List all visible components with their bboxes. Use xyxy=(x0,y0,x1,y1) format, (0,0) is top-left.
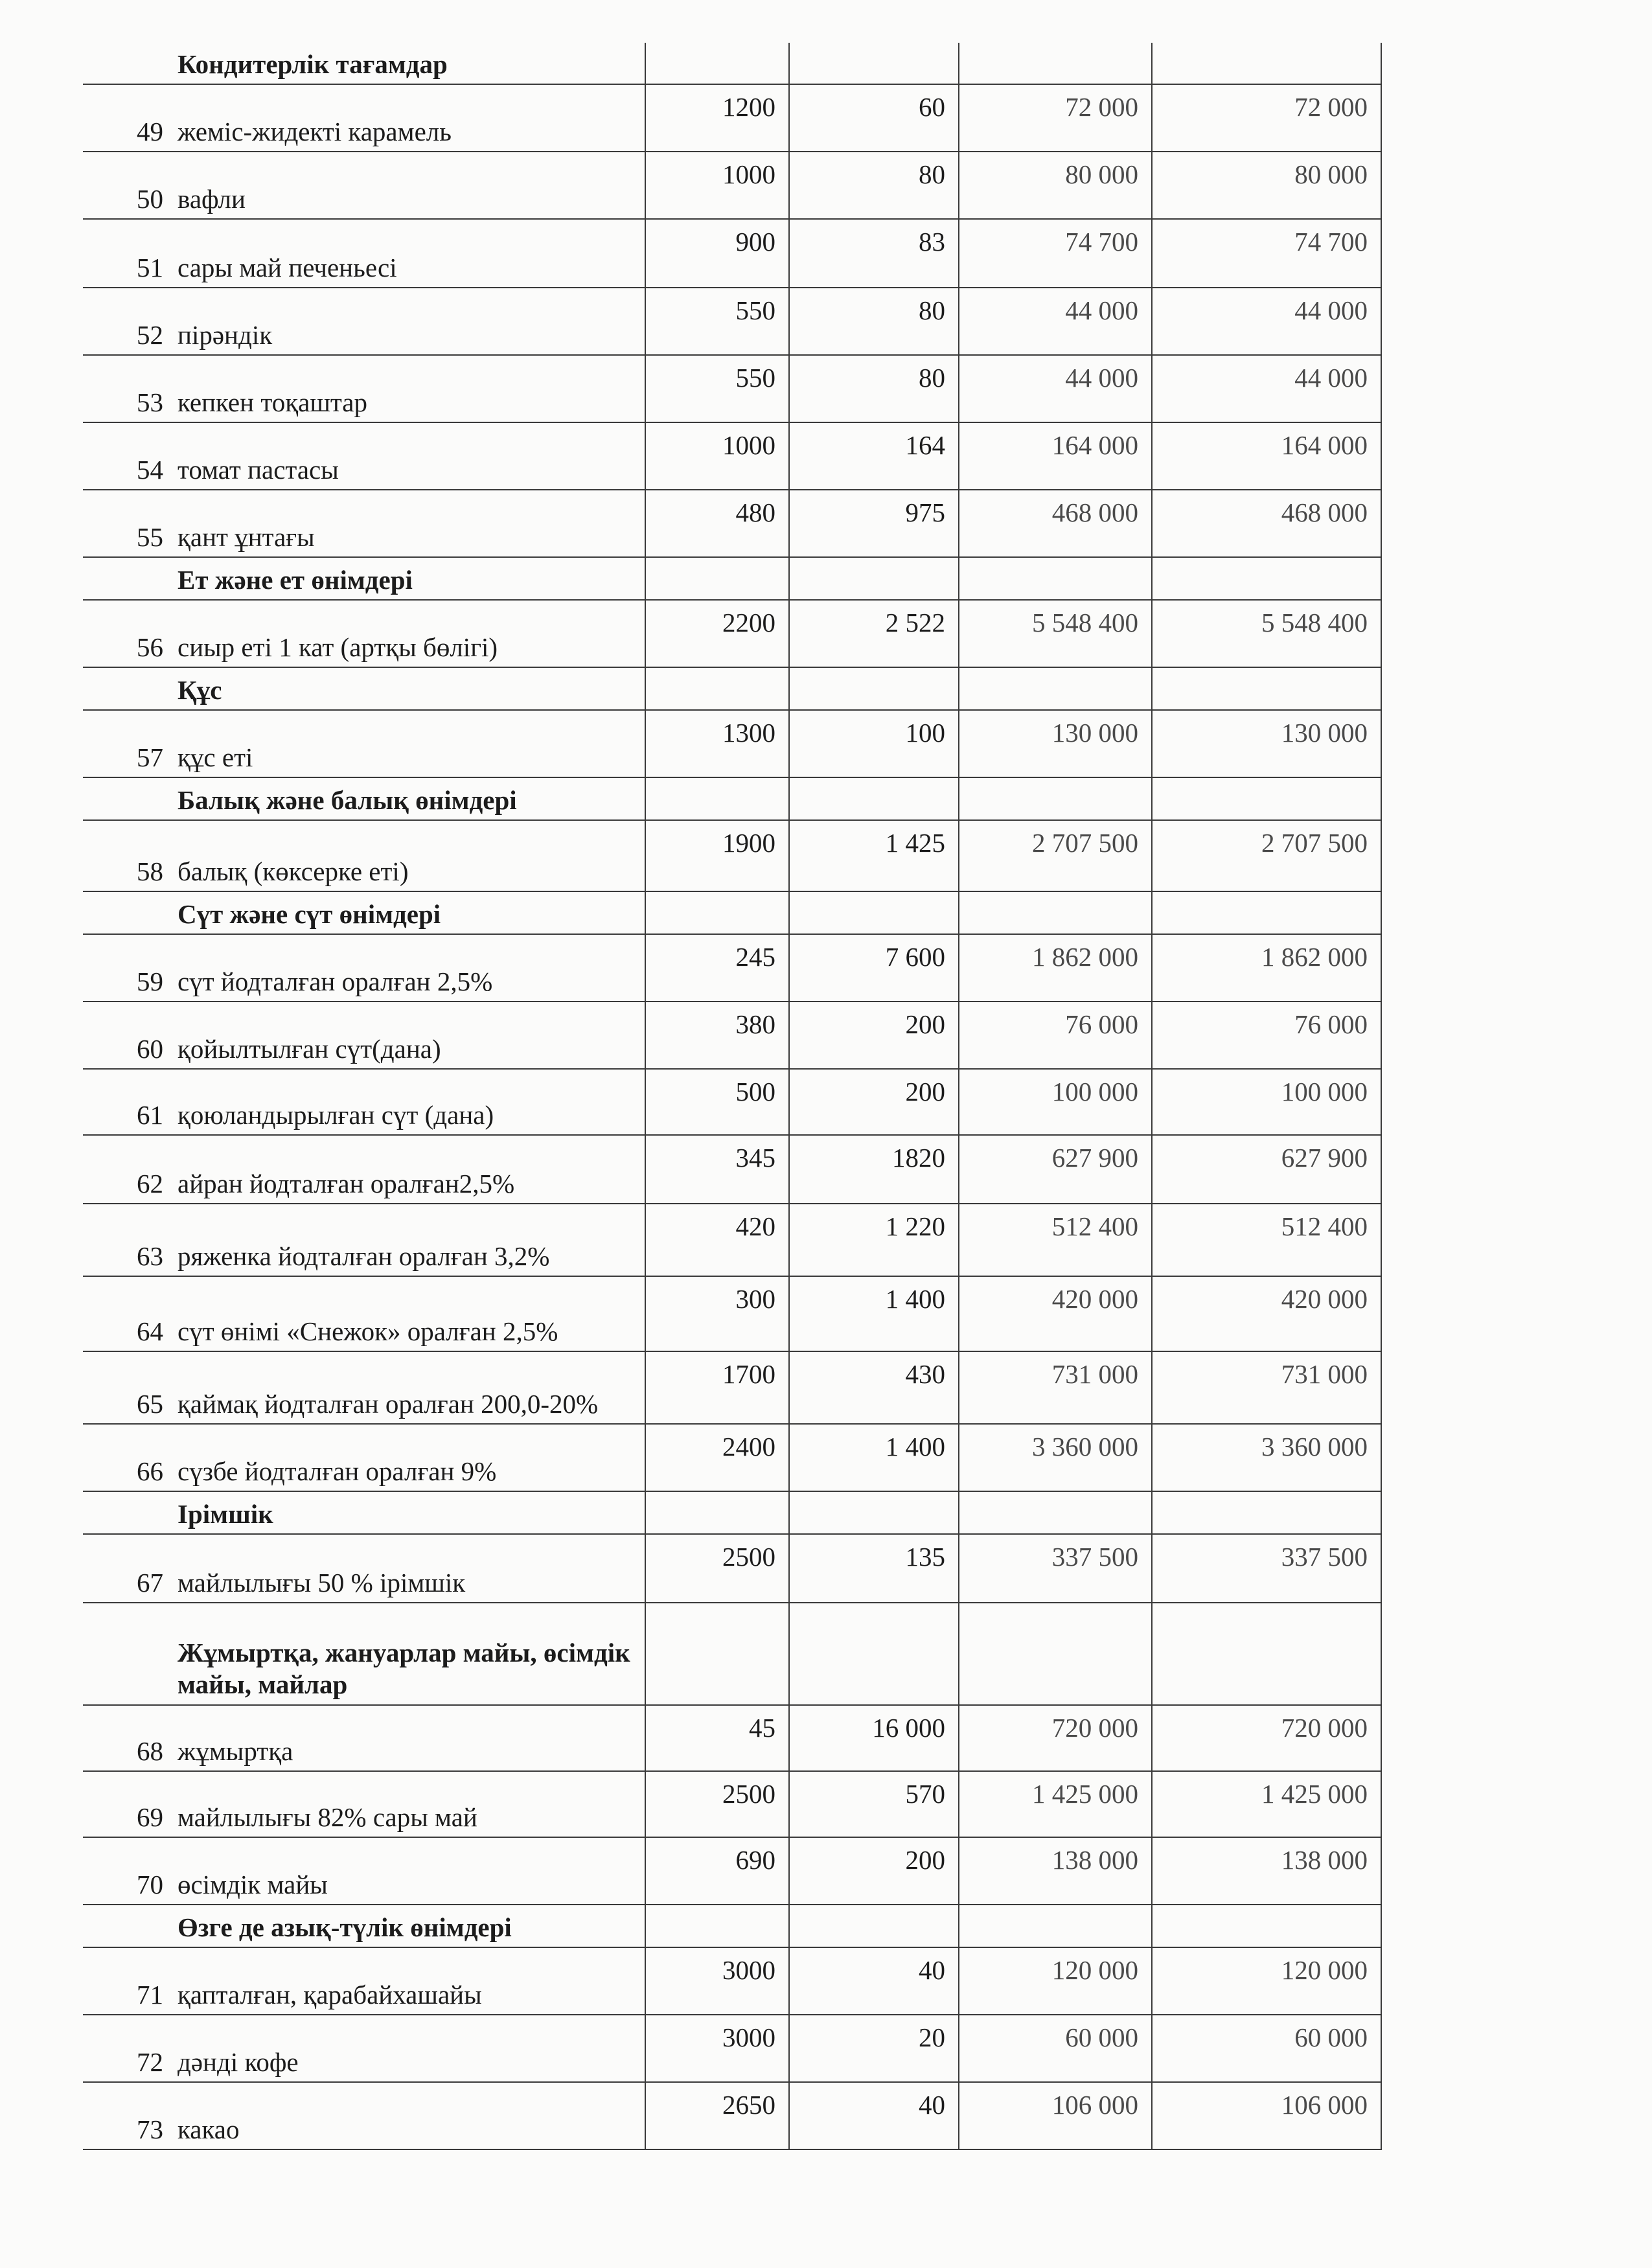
unit-price: 2500 xyxy=(645,1771,789,1837)
amount-total: 2 707 500 xyxy=(1152,820,1381,891)
category-empty-cell xyxy=(959,891,1152,934)
quantity: 164 xyxy=(789,422,959,490)
amount-total: 468 000 xyxy=(1152,490,1381,557)
amount-total: 76 000 xyxy=(1152,1002,1381,1069)
amount: 1 862 000 xyxy=(959,934,1152,1002)
quantity: 100 xyxy=(789,710,959,777)
quantity: 7 600 xyxy=(789,934,959,1002)
amount: 100 000 xyxy=(959,1069,1152,1135)
category-empty-cell xyxy=(1152,43,1381,84)
amount-total: 74 700 xyxy=(1152,219,1381,288)
unit-price: 480 xyxy=(645,490,789,557)
row-number: 70 xyxy=(83,1837,168,1905)
quantity: 60 xyxy=(789,84,959,152)
row-number: 63 xyxy=(83,1204,168,1276)
unit-price: 2400 xyxy=(645,1424,789,1491)
amount: 627 900 xyxy=(959,1135,1152,1204)
category-title: Ірімшік xyxy=(168,1491,645,1534)
category-empty-cell xyxy=(645,557,789,600)
row-number: 62 xyxy=(83,1135,168,1204)
amount: 76 000 xyxy=(959,1002,1152,1069)
quantity: 80 xyxy=(789,152,959,219)
amount-total: 627 900 xyxy=(1152,1135,1381,1204)
category-empty-cell xyxy=(789,43,959,84)
category-row xyxy=(83,667,1381,710)
amount: 80 000 xyxy=(959,152,1152,219)
product-name: балық (көксерке еті) xyxy=(168,820,645,891)
product-name: сүт өнімі «Снежок» оралған 2,5% xyxy=(168,1276,645,1351)
product-name: өсімдік майы xyxy=(168,1837,645,1905)
quantity: 83 xyxy=(789,219,959,288)
table-row xyxy=(83,422,1381,490)
row-number: 66 xyxy=(83,1424,168,1491)
category-empty-cell xyxy=(1152,1905,1381,1947)
quantity: 200 xyxy=(789,1069,959,1135)
row-number: 69 xyxy=(83,1771,168,1837)
table-row xyxy=(83,1947,1381,2015)
table-row xyxy=(83,820,1381,891)
product-name: ряженка йодталған оралған 3,2% xyxy=(168,1204,645,1276)
category-empty-cell xyxy=(789,1491,959,1534)
category-empty-cell xyxy=(1152,891,1381,934)
table-row xyxy=(83,600,1381,667)
quantity: 80 xyxy=(789,288,959,355)
category-empty-cell xyxy=(645,777,789,820)
quantity: 1 400 xyxy=(789,1276,959,1351)
amount: 44 000 xyxy=(959,355,1152,422)
amount-total: 72 000 xyxy=(1152,84,1381,152)
amount-total: 512 400 xyxy=(1152,1204,1381,1276)
price-table xyxy=(83,43,1382,2150)
category-number-cell xyxy=(83,777,168,820)
amount-total: 44 000 xyxy=(1152,355,1381,422)
unit-price: 245 xyxy=(645,934,789,1002)
category-empty-cell xyxy=(789,557,959,600)
unit-price: 380 xyxy=(645,1002,789,1069)
unit-price: 1000 xyxy=(645,422,789,490)
amount-total: 1 425 000 xyxy=(1152,1771,1381,1837)
amount: 60 000 xyxy=(959,2015,1152,2082)
row-number: 55 xyxy=(83,490,168,557)
unit-price: 690 xyxy=(645,1837,789,1905)
unit-price: 45 xyxy=(645,1705,789,1771)
product-name: кепкен тоқаштар xyxy=(168,355,645,422)
category-number-cell xyxy=(83,667,168,710)
amount-total: 138 000 xyxy=(1152,1837,1381,1905)
table-row xyxy=(83,1276,1381,1351)
row-number: 53 xyxy=(83,355,168,422)
row-number: 57 xyxy=(83,710,168,777)
category-empty-cell xyxy=(1152,1491,1381,1534)
row-number: 58 xyxy=(83,820,168,891)
category-empty-cell xyxy=(645,1491,789,1534)
quantity: 1 220 xyxy=(789,1204,959,1276)
amount: 720 000 xyxy=(959,1705,1152,1771)
unit-price: 345 xyxy=(645,1135,789,1204)
table-row xyxy=(83,1351,1381,1424)
category-empty-cell xyxy=(1152,557,1381,600)
amount: 337 500 xyxy=(959,1534,1152,1603)
category-number-cell xyxy=(83,1491,168,1534)
unit-price: 420 xyxy=(645,1204,789,1276)
table-row xyxy=(83,1534,1381,1603)
amount: 106 000 xyxy=(959,2082,1152,2149)
amount: 120 000 xyxy=(959,1947,1152,2015)
quantity: 570 xyxy=(789,1771,959,1837)
category-number-cell xyxy=(83,557,168,600)
row-number: 49 xyxy=(83,84,168,152)
quantity: 40 xyxy=(789,1947,959,2015)
table-row xyxy=(83,2082,1381,2149)
row-number: 73 xyxy=(83,2082,168,2149)
table-row xyxy=(83,288,1381,355)
product-name: сиыр еті 1 кат (артқы бөлігі) xyxy=(168,600,645,667)
product-name: жұмыртқа xyxy=(168,1705,645,1771)
quantity: 1820 xyxy=(789,1135,959,1204)
quantity: 200 xyxy=(789,1837,959,1905)
category-empty-cell xyxy=(789,1905,959,1947)
unit-price: 3000 xyxy=(645,1947,789,2015)
category-title: Өзге де азық-түлік өнімдері xyxy=(168,1905,645,1947)
amount-total: 1 862 000 xyxy=(1152,934,1381,1002)
amount: 731 000 xyxy=(959,1351,1152,1424)
amount-total: 3 360 000 xyxy=(1152,1424,1381,1491)
table-row xyxy=(83,84,1381,152)
category-empty-cell xyxy=(645,667,789,710)
amount-total: 337 500 xyxy=(1152,1534,1381,1603)
amount-total: 420 000 xyxy=(1152,1276,1381,1351)
quantity: 975 xyxy=(789,490,959,557)
product-name: томат пастасы xyxy=(168,422,645,490)
amount: 44 000 xyxy=(959,288,1152,355)
row-number: 52 xyxy=(83,288,168,355)
category-row xyxy=(83,1905,1381,1947)
category-empty-cell xyxy=(645,1905,789,1947)
product-name: майлылығы 82% сары май xyxy=(168,1771,645,1837)
category-empty-cell xyxy=(959,1603,1152,1705)
unit-price: 300 xyxy=(645,1276,789,1351)
category-row xyxy=(83,891,1381,934)
quantity: 2 522 xyxy=(789,600,959,667)
price-table-body xyxy=(83,43,1381,2149)
category-row xyxy=(83,43,1381,84)
amount: 512 400 xyxy=(959,1204,1152,1276)
category-row xyxy=(83,1491,1381,1534)
category-empty-cell xyxy=(959,1905,1152,1947)
product-name: пірәндік xyxy=(168,288,645,355)
amount: 72 000 xyxy=(959,84,1152,152)
row-number: 51 xyxy=(83,219,168,288)
unit-price: 500 xyxy=(645,1069,789,1135)
amount-total: 120 000 xyxy=(1152,1947,1381,2015)
table-row xyxy=(83,1705,1381,1771)
product-name: қаймақ йодталған оралған 200,0-20% xyxy=(168,1351,645,1424)
product-name: айран йодталған оралған2,5% xyxy=(168,1135,645,1204)
table-row xyxy=(83,1204,1381,1276)
category-empty-cell xyxy=(959,667,1152,710)
category-empty-cell xyxy=(645,43,789,84)
category-empty-cell xyxy=(959,557,1152,600)
product-name: қоюландырылған сүт (дана) xyxy=(168,1069,645,1135)
amount-total: 100 000 xyxy=(1152,1069,1381,1135)
quantity: 135 xyxy=(789,1534,959,1603)
amount-total: 164 000 xyxy=(1152,422,1381,490)
category-number-cell xyxy=(83,891,168,934)
category-empty-cell xyxy=(645,891,789,934)
amount: 130 000 xyxy=(959,710,1152,777)
table-row xyxy=(83,1771,1381,1837)
amount-total: 60 000 xyxy=(1152,2015,1381,2082)
unit-price: 2650 xyxy=(645,2082,789,2149)
amount: 5 548 400 xyxy=(959,600,1152,667)
quantity: 16 000 xyxy=(789,1705,959,1771)
row-number: 65 xyxy=(83,1351,168,1424)
row-number: 67 xyxy=(83,1534,168,1603)
unit-price: 3000 xyxy=(645,2015,789,2082)
unit-price: 1300 xyxy=(645,710,789,777)
quantity: 20 xyxy=(789,2015,959,2082)
unit-price: 550 xyxy=(645,355,789,422)
amount: 420 000 xyxy=(959,1276,1152,1351)
row-number: 59 xyxy=(83,934,168,1002)
table-row xyxy=(83,355,1381,422)
amount-total: 720 000 xyxy=(1152,1705,1381,1771)
unit-price: 2200 xyxy=(645,600,789,667)
product-name: вафли xyxy=(168,152,645,219)
amount: 2 707 500 xyxy=(959,820,1152,891)
amount: 468 000 xyxy=(959,490,1152,557)
amount: 164 000 xyxy=(959,422,1152,490)
category-title: Кондитерлік тағамдар xyxy=(168,43,645,84)
table-row xyxy=(83,710,1381,777)
amount-total: 80 000 xyxy=(1152,152,1381,219)
table-row xyxy=(83,1069,1381,1135)
table-row xyxy=(83,219,1381,288)
unit-price: 1700 xyxy=(645,1351,789,1424)
amount: 1 425 000 xyxy=(959,1771,1152,1837)
row-number: 72 xyxy=(83,2015,168,2082)
quantity: 80 xyxy=(789,355,959,422)
amount: 74 700 xyxy=(959,219,1152,288)
category-number-cell xyxy=(83,43,168,84)
row-number: 61 xyxy=(83,1069,168,1135)
category-title: Құс xyxy=(168,667,645,710)
product-name: қант ұнтағы xyxy=(168,490,645,557)
category-title: Балық және балық өнімдері xyxy=(168,777,645,820)
unit-price: 1200 xyxy=(645,84,789,152)
amount-total: 44 000 xyxy=(1152,288,1381,355)
table-row xyxy=(83,490,1381,557)
category-row xyxy=(83,557,1381,600)
category-empty-cell xyxy=(1152,777,1381,820)
category-empty-cell xyxy=(1152,667,1381,710)
category-title: Жұмыртқа, жануарлар майы, өсімдік майы, майлар xyxy=(168,1603,645,1705)
category-empty-cell xyxy=(789,1603,959,1705)
product-name: жеміс-жидекті карамель xyxy=(168,84,645,152)
category-empty-cell xyxy=(645,1603,789,1705)
category-empty-cell xyxy=(959,43,1152,84)
unit-price: 900 xyxy=(645,219,789,288)
amount: 3 360 000 xyxy=(959,1424,1152,1491)
category-empty-cell xyxy=(789,777,959,820)
table-row xyxy=(83,934,1381,1002)
table-row xyxy=(83,1135,1381,1204)
product-name: қойылтылған сүт(дана) xyxy=(168,1002,645,1069)
category-row xyxy=(83,777,1381,820)
unit-price: 550 xyxy=(645,288,789,355)
row-number: 50 xyxy=(83,152,168,219)
unit-price: 1000 xyxy=(645,152,789,219)
unit-price: 2500 xyxy=(645,1534,789,1603)
row-number: 60 xyxy=(83,1002,168,1069)
category-title: Ет және ет өнімдері xyxy=(168,557,645,600)
table-row xyxy=(83,152,1381,219)
quantity: 430 xyxy=(789,1351,959,1424)
product-name: какао xyxy=(168,2082,645,2149)
amount-total: 731 000 xyxy=(1152,1351,1381,1424)
amount: 138 000 xyxy=(959,1837,1152,1905)
product-name: сары май печеньесі xyxy=(168,219,645,288)
category-empty-cell xyxy=(1152,1603,1381,1705)
category-number-cell xyxy=(83,1905,168,1947)
amount-total: 130 000 xyxy=(1152,710,1381,777)
category-empty-cell xyxy=(789,891,959,934)
category-empty-cell xyxy=(789,667,959,710)
product-name: дәнді кофе xyxy=(168,2015,645,2082)
table-row xyxy=(83,2015,1381,2082)
quantity: 40 xyxy=(789,2082,959,2149)
product-name: майлылығы 50 % ірімшік xyxy=(168,1534,645,1603)
table-row xyxy=(83,1424,1381,1491)
category-row xyxy=(83,1603,1381,1705)
category-empty-cell xyxy=(959,1491,1152,1534)
table-row xyxy=(83,1837,1381,1905)
product-name: сүзбе йодталған оралған 9% xyxy=(168,1424,645,1491)
row-number: 56 xyxy=(83,600,168,667)
product-name: құс еті xyxy=(168,710,645,777)
quantity: 200 xyxy=(789,1002,959,1069)
quantity: 1 400 xyxy=(789,1424,959,1491)
product-name: қапталған, қарабайхашайы xyxy=(168,1947,645,2015)
unit-price: 1900 xyxy=(645,820,789,891)
amount-total: 5 548 400 xyxy=(1152,600,1381,667)
category-number-cell xyxy=(83,1603,168,1705)
category-empty-cell xyxy=(959,777,1152,820)
table-row xyxy=(83,1002,1381,1069)
amount-total: 106 000 xyxy=(1152,2082,1381,2149)
row-number: 71 xyxy=(83,1947,168,2015)
product-name: сүт йодталған оралған 2,5% xyxy=(168,934,645,1002)
row-number: 68 xyxy=(83,1705,168,1771)
quantity: 1 425 xyxy=(789,820,959,891)
row-number: 54 xyxy=(83,422,168,490)
category-title: Сүт және сүт өнімдері xyxy=(168,891,645,934)
row-number: 64 xyxy=(83,1276,168,1351)
